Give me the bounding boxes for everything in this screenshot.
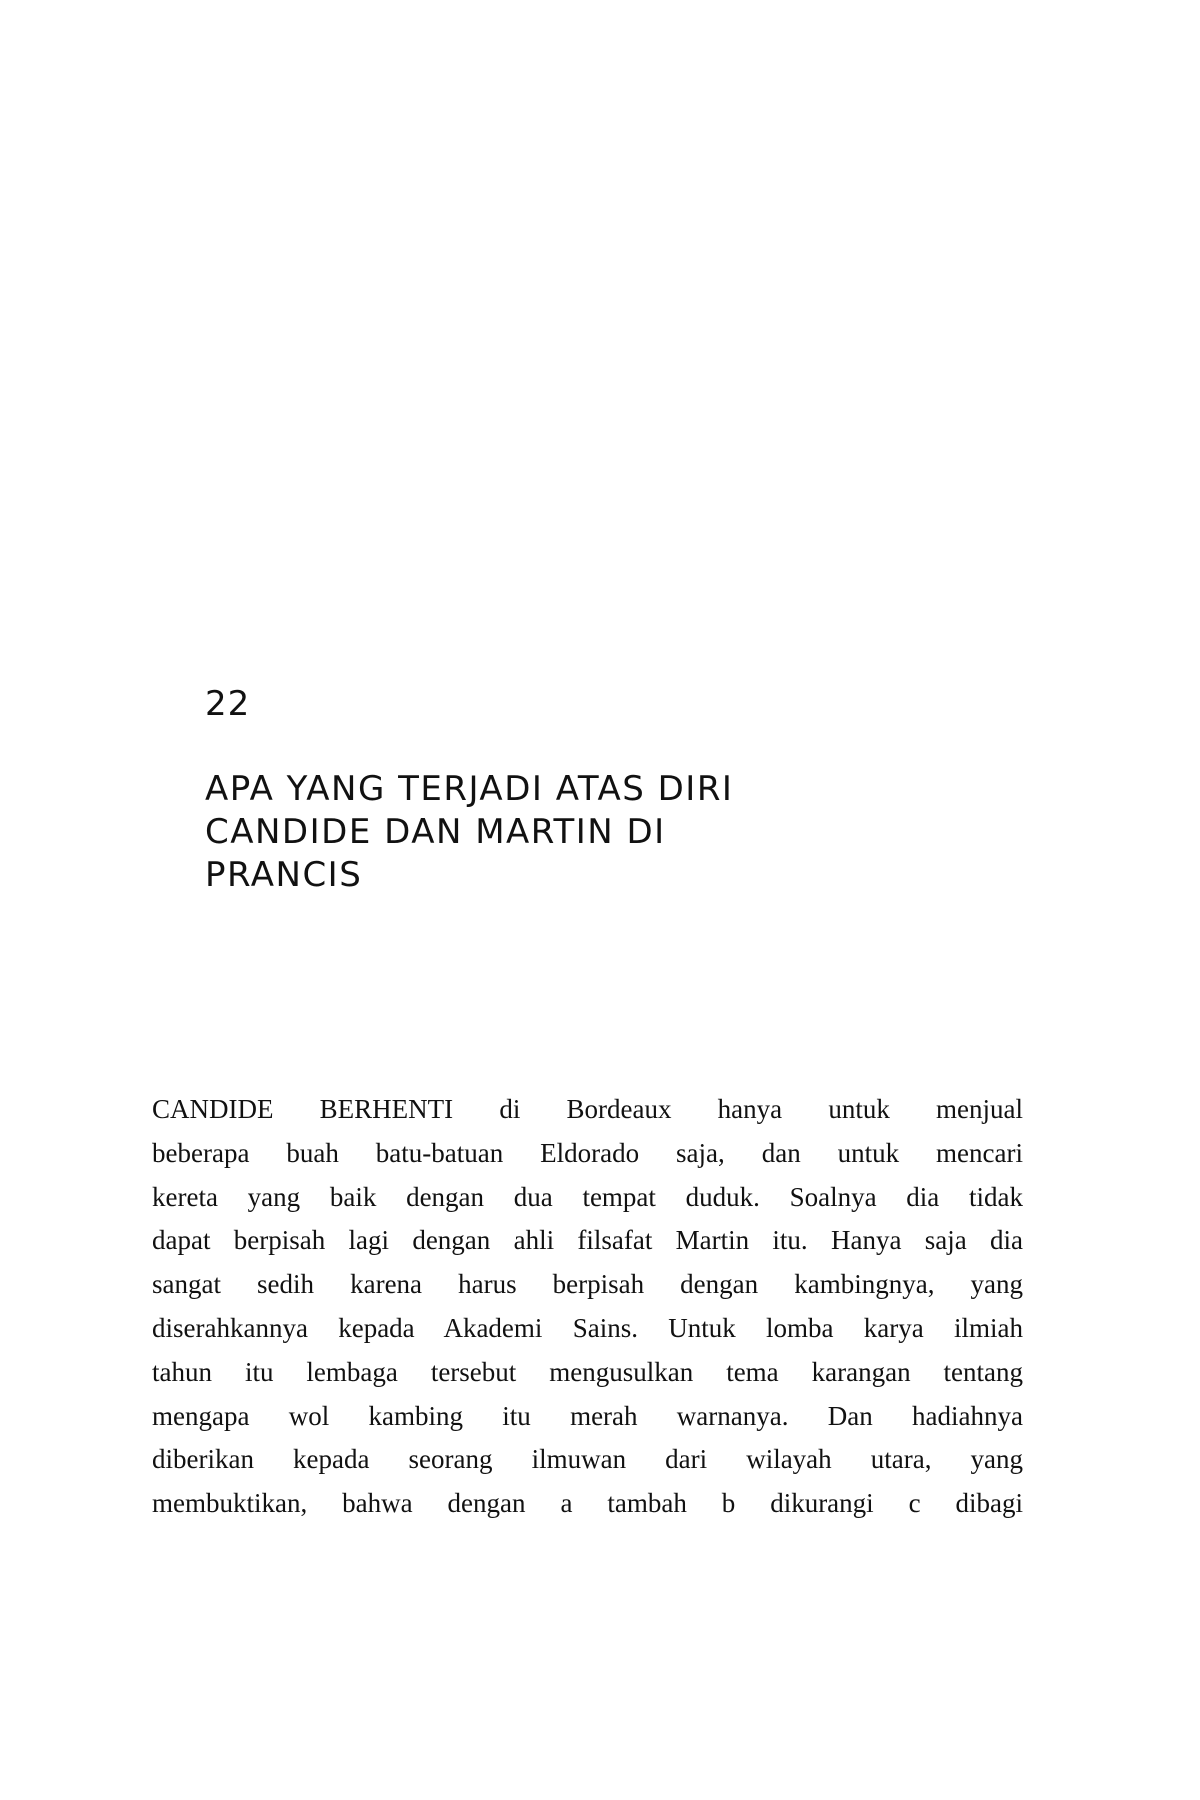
text-line: CANDIDE BERHENTI di Bordeaux hanya untuk menjual <box>152 1094 1023 1124</box>
text-line: diserahkannya kepada Akademi Sains. Untuk lomba karya ilmiah <box>152 1312 1023 1343</box>
text-line: kereta yang baik dengan dua tempat duduk. Soalnya dia tidak <box>152 1181 1023 1212</box>
text-line: diberikan kepada seorang ilmuwan dari wilayah utara, yang <box>152 1444 1023 1475</box>
text-line: mengapa wol kambing itu merah warnanya. Dan hadiahnya <box>152 1400 1023 1431</box>
chapter-title <box>205 768 1005 897</box>
chapter-title-line: PRANCIS <box>205 855 363 895</box>
chapter-title-line: CANDIDE DAN MARTIN DI <box>205 812 666 852</box>
text-line: membuktikan, bahwa dengan a tambah b dikurangi c dibagi <box>152 1488 1023 1519</box>
text-line: dapat berpisah lagi dengan ahli filsafat Martin itu. Hanya saja dia <box>152 1225 1023 1256</box>
chapter-number: 22 <box>205 684 251 724</box>
text-line: beberapa buah batu-batuan Eldorado saja, dan untuk mencari <box>152 1137 1023 1168</box>
text-line: tahun itu lembaga tersebut mengusulkan tema karangan tentang <box>152 1356 1023 1387</box>
text-line: sangat sedih karena harus berpisah dengan kambingnya, yang <box>152 1269 1023 1300</box>
chapter-title-line: APA YANG TERJADI ATAS DIRI <box>205 769 734 809</box>
body-paragraph <box>152 1088 1023 1526</box>
